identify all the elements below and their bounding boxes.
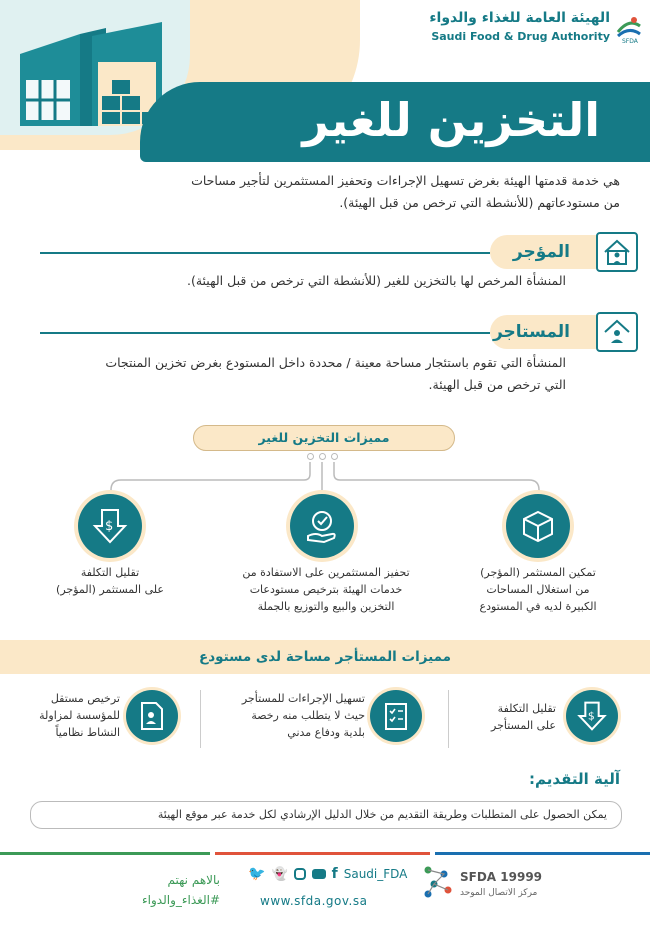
- lessor-divider: [40, 252, 490, 254]
- contact-center-label: مركز الاتصال الموحد: [460, 888, 538, 898]
- lessee-desc-line: التي ترخص من قبل الهيئة.: [428, 377, 566, 392]
- lessee-tab: المستاجر: [490, 315, 600, 349]
- social-handle[interactable]: Saudi_FDA: [343, 867, 408, 881]
- lessee-feature-text-license: [30, 690, 120, 741]
- molecule-logo-icon: [420, 862, 454, 900]
- twitter-icon[interactable]: 🐦: [248, 866, 266, 882]
- feature-circle-cost: [78, 494, 142, 558]
- lessee-features-heading: مميزات المستأجر مساحة لدى مستودع: [198, 649, 452, 665]
- sfda-logo-text: SFDA: [622, 38, 638, 44]
- feature-text-incentive: [222, 564, 430, 615]
- cost-down-arrow-icon: [577, 699, 607, 733]
- feature-line: تحفيز المستثمرين على الاستفادة من: [242, 566, 410, 579]
- instagram-icon[interactable]: [294, 868, 306, 880]
- footer-color-line: [0, 852, 650, 855]
- feature-line: خدمات الهيئة بترخيص مستودعات: [249, 583, 403, 596]
- feature-text-space: [452, 564, 624, 615]
- lessor-icon-box: [596, 232, 638, 272]
- cost-down-arrow-icon: [92, 506, 128, 546]
- lessee-feature-line: النشاط نظامياً: [55, 726, 120, 739]
- checklist-icon: [381, 700, 411, 732]
- youtube-icon[interactable]: [312, 869, 326, 879]
- lessee-desc-line: المنشأة التي تقوم باستئجار مساحة معينة / محددة داخل المستودع بغرض تخزين المنتجات: [105, 355, 566, 370]
- svg-text:$: $: [587, 709, 595, 723]
- feature-line: تقليل التكلفة: [80, 566, 140, 579]
- house-hand-icon: [602, 317, 632, 347]
- slogan-text: بالاهم نهتم: [167, 873, 220, 887]
- lessee-feature-text-procedures: [220, 690, 365, 741]
- sfda-contact-number: SFDA 19999: [460, 870, 543, 884]
- feature-line: من استغلال المساحات: [486, 583, 590, 596]
- lessee-feature-line: بلدية ودفاع مدني: [287, 726, 365, 739]
- feature-line: الكبيرة لديه في المستودع: [479, 600, 597, 613]
- lessee-description: [36, 352, 566, 396]
- feature-line: على المستثمر (المؤجر): [56, 583, 164, 596]
- box-expand-icon: [519, 507, 557, 545]
- intro-line: من مستودعاتهم (للأنشطة التي ترخص من قبل الهيئة).: [339, 195, 620, 210]
- lessee-feature-line: على المستأجر: [491, 719, 556, 732]
- feature-line: التخزين والبيع والتوزيع بالجملة: [257, 600, 395, 613]
- apply-heading: آلية التقديم:: [529, 770, 620, 788]
- intro-paragraph: [30, 170, 620, 214]
- feature-line: تمكين المستثمر (المؤجر): [480, 566, 596, 579]
- lessee-feature-line: حيث لا يتطلب منه رخصة: [251, 709, 365, 722]
- license-document-icon: [138, 700, 166, 732]
- org-name-english: Saudi Food & Drug Authority: [431, 30, 610, 43]
- hashtag-text: #الغذاء_والدواء: [142, 893, 220, 907]
- apply-description: يمكن الحصول على المتطلبات وطريقة التقديم من خلال الدليل الإرشادي لكل خدمة عبر موقع الهيئة: [30, 801, 622, 829]
- separator: [200, 690, 201, 748]
- website-link[interactable]: www.sfda.gov.sa: [260, 894, 368, 908]
- sfda-logo-icon: [614, 14, 644, 44]
- page-title: التخزين للغير: [302, 93, 600, 147]
- facebook-icon[interactable]: f: [331, 866, 338, 882]
- org-name-arabic: الهيئة العامة للغذاء والدواء: [429, 10, 610, 26]
- separator: [448, 690, 449, 748]
- features-heading: مميزات التخزين للغير: [193, 425, 455, 451]
- lessee-icon-box: [596, 312, 638, 352]
- footer-slogan: [70, 870, 220, 910]
- contact-center-icon: [586, 862, 626, 902]
- hand-badge-icon: [302, 506, 342, 546]
- lessee-feature-line: تقليل التكلفة: [497, 702, 556, 715]
- lessee-feature-circle-procedures: [370, 690, 422, 742]
- lessee-divider: [40, 332, 490, 334]
- lessee-feature-line: للمؤسسة لمزاولة: [39, 709, 120, 722]
- intro-line: هي خدمة قدمتها الهيئة بغرض تسهيل الإجراءات وتحفيز المستثمرين لتأجير مساحات: [191, 173, 620, 188]
- house-person-icon: [602, 237, 632, 267]
- lessee-feature-circle-license: [126, 690, 178, 742]
- snapchat-icon[interactable]: 👻: [271, 866, 288, 882]
- feature-text-cost: [40, 564, 180, 598]
- lessee-feature-circle-cost: [566, 690, 618, 742]
- social-row: [248, 866, 418, 882]
- lessee-feature-line: تسهيل الإجراءات للمستأجر: [241, 692, 365, 705]
- lessee-feature-text-cost: [470, 700, 556, 734]
- lessor-description: المنشأة المرخص لها بالتخزين للغير (للأنشطة التي ترخص من قبل الهيئة).: [186, 273, 566, 288]
- feature-circle-incentive: [290, 494, 354, 558]
- lessee-feature-line: ترخيص مستقل: [50, 692, 120, 705]
- svg-text:$: $: [105, 519, 114, 534]
- lessor-tab: المؤجر: [490, 235, 600, 269]
- feature-circle-space: [506, 494, 570, 558]
